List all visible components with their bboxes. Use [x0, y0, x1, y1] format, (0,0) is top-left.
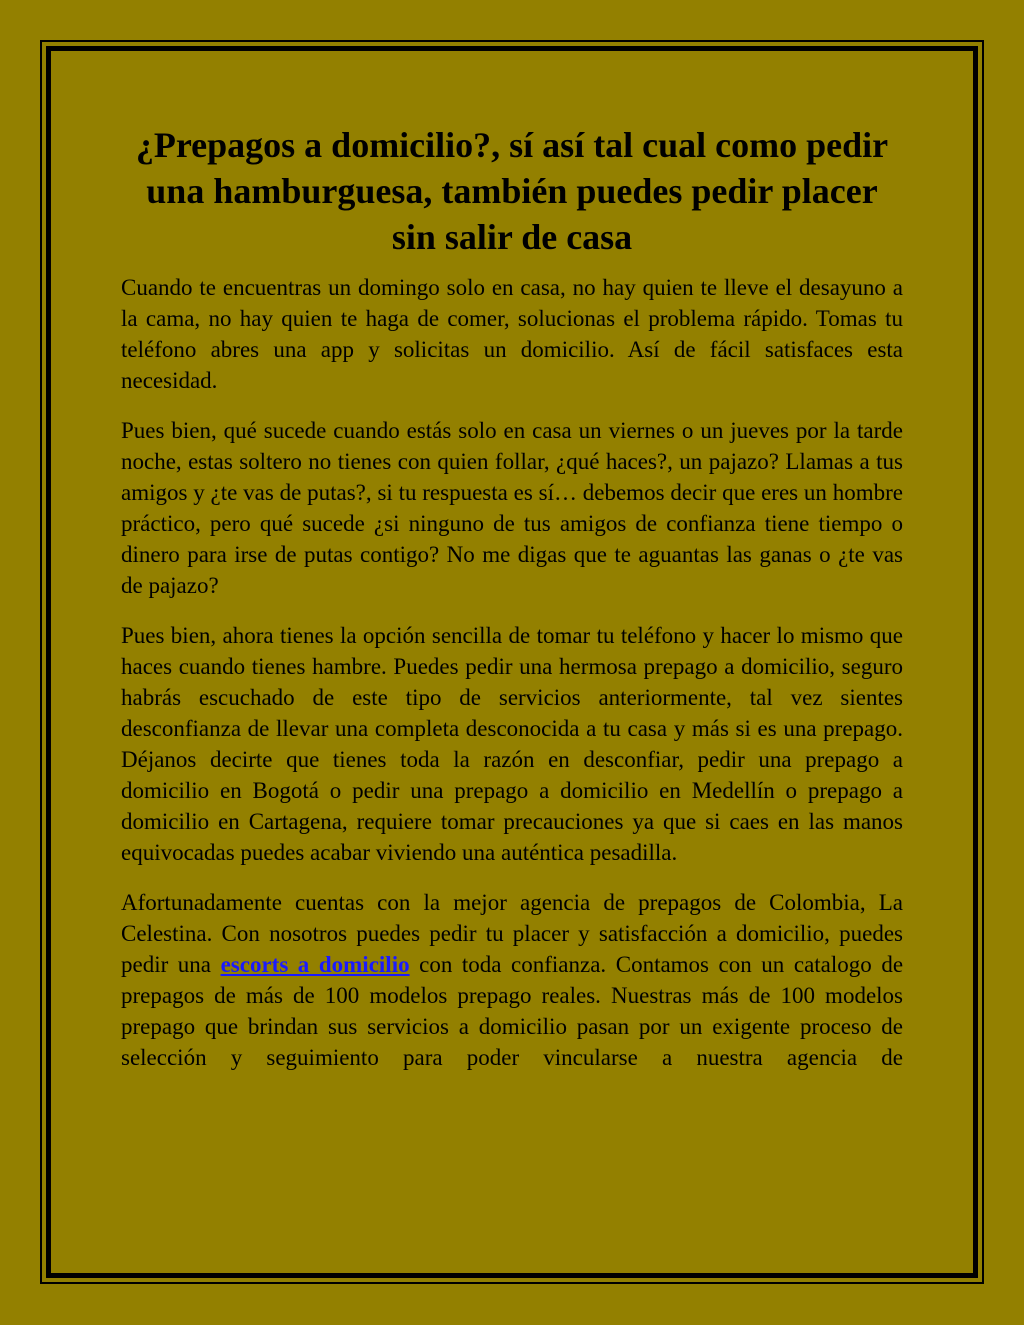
escorts-a-domicilio-link[interactable]: escorts a domicilio [220, 952, 410, 977]
document-body [121, 122, 903, 1092]
paragraph-4-text-after-link: con toda confianza. Contamos con un catalogo de prepagos de más de 100 modelos prepago reales. Nuestras más de 100 modelos prepago que brindan sus servicios a domicilio pasan por un exigente proceso de selección y seguimiento para poder vincularse a nuestra agencia de [121, 952, 904, 1070]
paragraph-2: Pues bien, qué sucede cuando estás solo en casa un viernes o un jueves por la tarde noche, estas soltero no tienes con quien follar, ¿qué haces?, un pajazo? Llamas a tus amigos y ¿te vas de putas?, si tu respuesta es sí… debemos decir que eres un hombre práctico, pero qué sucede ¿si ninguno de tus amigos de confianza tiene tiempo o dinero para irse de putas contigo? No me digas que te aguantas las ganas o ¿te vas de pajazo? [121, 418, 903, 598]
paragraph-4 [121, 887, 903, 1073]
paragraph-1: Cuando te encuentras un domingo solo en casa, no hay quien te lleve el desayuno a la cama, no hay quien te haga de comer, solucionas el problema rápido. Tomas tu teléfono abres una app y solicitas un domicilio. Así de fácil satisfaces esta necesidad. [121, 275, 903, 393]
paragraph-4-text-before-link: Afortunadamente cuentas con la mejor agencia de prepagos de Colombia, La Celestina. Con nosotros puedes pedir tu placer y satisfacción a domicilio, puedes pedir una [121, 890, 903, 977]
paragraph-3: Pues bien, ahora tienes la opción sencilla de tomar tu teléfono y hacer lo mismo que haces cuando tienes hambre. Puedes pedir una hermosa prepago a domicilio, seguro habrás escuchado de este tipo de servicios anteriormente, tal vez sientes desconfianza de llevar una completa desconocida a tu casa y más si es una prepago. Déjanos decirte que tienes toda la razón en desconfiar, pedir una prepago a domicilio en Bogotá o pedir una prepago a domicilio en Medellín o prepago a domicilio en Cartagena, requiere tomar precauciones ya que si caes en las manos equivocadas puedes acabar viviendo una auténtica pesadilla. [121, 623, 903, 865]
document-title: ¿Prepagos a domicilio?, sí así tal cual como pedir una hamburguesa, también puedes pedir placer sin salir de casa [135, 125, 889, 257]
